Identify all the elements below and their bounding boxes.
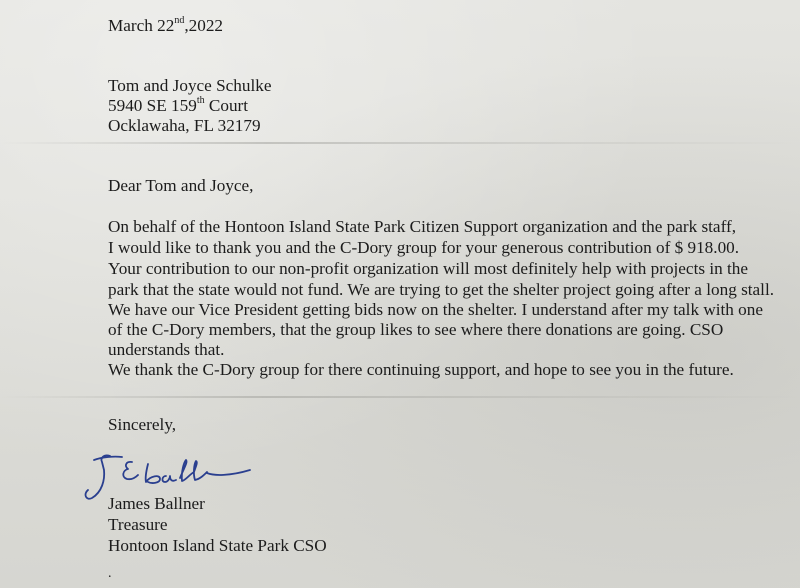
recipient-name: Tom and Joyce Schulke bbox=[108, 76, 272, 95]
body-line: We have our Vice President getting bids now on the shelter. I understand after my talk with one bbox=[108, 300, 764, 319]
body-line: I would like to thank you and the C-Dory group for your generous contribution of $ 918.00. bbox=[108, 238, 740, 257]
body-line: park that the state would not fund. We are trying to get the shelter project going after a long stall. bbox=[108, 280, 775, 299]
paper-crease bbox=[0, 396, 800, 398]
recipient-city: Ocklawaha, FL 32179 bbox=[108, 116, 261, 135]
body-line: Your contribution to our non-profit organization will most definitely help with projects in the bbox=[108, 259, 748, 278]
letter-date: March 22nd,2022 bbox=[108, 15, 224, 35]
body-line: understands that. bbox=[108, 340, 225, 359]
body-line: On behalf of the Hontoon Island State Park Citizen Support organization and the park staff, bbox=[108, 217, 736, 236]
salutation: Dear Tom and Joyce, bbox=[108, 176, 254, 195]
closing: Sincerely, bbox=[108, 415, 177, 434]
trailing-mark: . bbox=[108, 566, 112, 581]
signature-strokes bbox=[85, 455, 250, 498]
signer-organization: Hontoon Island State Park CSO bbox=[108, 536, 327, 555]
signer-name: James Ballner bbox=[108, 494, 205, 513]
body-line: We thank the C-Dory group for there continuing support, and hope to see you in the future. bbox=[108, 360, 734, 379]
body-line: of the C-Dory members, that the group likes to see where there donations are going. CSO bbox=[108, 320, 724, 339]
paper-crease bbox=[0, 142, 800, 144]
recipient-street: 5940 SE 159th Court bbox=[108, 95, 249, 115]
signer-title: Treasure bbox=[108, 515, 168, 534]
